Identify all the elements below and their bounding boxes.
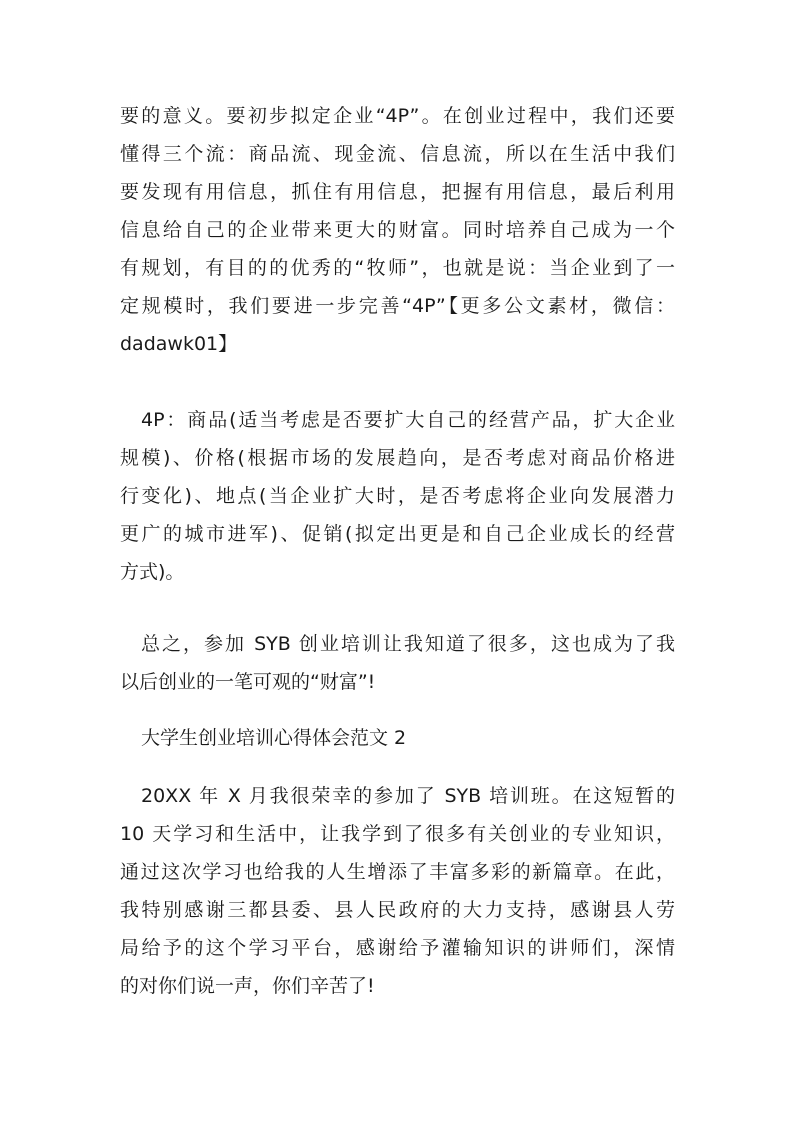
text-line: 定规模时，我们要进一步完善“4P”【更多公文素材，微信： bbox=[120, 295, 675, 317]
text-line: 要发现有用信息，抓住有用信息，把握有用信息，最后利用 bbox=[120, 181, 675, 203]
text-line: 更广的城市进军)、促销(拟定出更是和自己企业成长的经营 bbox=[120, 523, 675, 545]
text-line: 要的意义。要初步拟定企业“4P”。在创业过程中，我们还要 bbox=[120, 105, 675, 127]
text-line: 方式)。 bbox=[120, 561, 185, 583]
text-line: 规模)、价格(根据市场的发展趋向，是否考虑对商品价格进 bbox=[120, 447, 675, 469]
text-line: 行变化)、地点(当企业扩大时，是否考虑将企业向发展潜力 bbox=[120, 485, 675, 507]
text-line: 通过这次学习也给我的人生增添了丰富多彩的新篇章。在此， bbox=[120, 861, 675, 883]
text-line: 10 天学习和生活中，让我学到了很多有关创业的专业知识， bbox=[120, 823, 675, 845]
text-line: 懂得三个流：商品流、现金流、信息流，所以在生活中我们 bbox=[120, 143, 675, 165]
text-line: 我特别感谢三都县委、县人民政府的大力支持，感谢县人劳 bbox=[120, 899, 675, 921]
text-line: 20XX 年 X 月我很荣幸的参加了 SYB 培训班。在这短暂的 bbox=[141, 785, 675, 807]
text-line: 4P：商品(适当考虑是否要扩大自己的经营产品，扩大企业 bbox=[141, 409, 675, 431]
text-line: 总之，参加 SYB 创业培训让我知道了很多，这也成为了我 bbox=[141, 633, 675, 655]
text-line: 的对你们说一声，你们辛苦了! bbox=[120, 975, 375, 997]
text-line: 信息给自己的企业带来更大的财富。同时培养自己成为一个 bbox=[120, 219, 675, 241]
text-line: 有规划，有目的的优秀的“牧师”，也就是说：当企业到了一 bbox=[120, 257, 675, 279]
section-heading: 大学生创业培训心得体会范文 2 bbox=[141, 727, 407, 749]
text-line: 局给予的这个学习平台，感谢给予灌输知识的讲师们，深情 bbox=[120, 937, 675, 959]
text-line: 以后创业的一笔可观的“财富”! bbox=[120, 671, 376, 693]
text-line: dadawk01】 bbox=[120, 333, 238, 355]
